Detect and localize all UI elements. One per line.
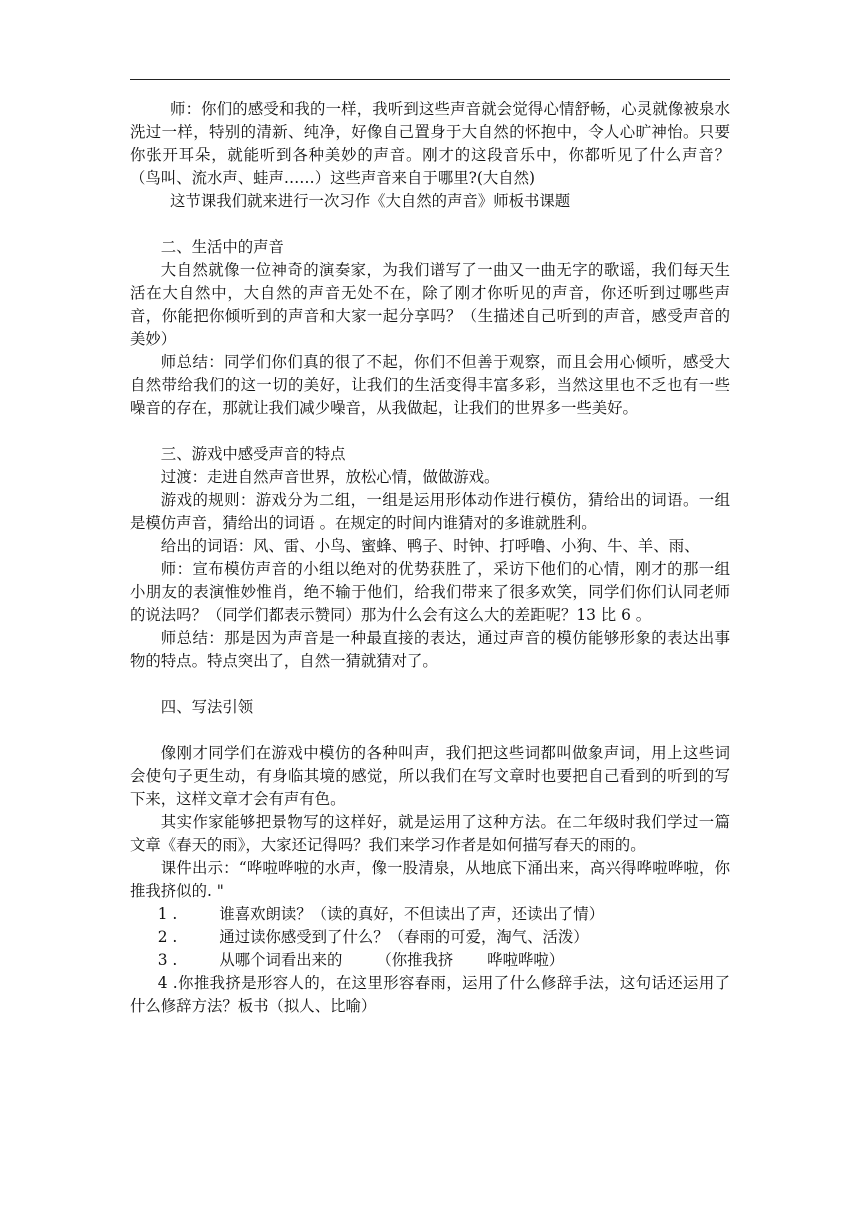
numbered-item-1 (130, 903, 730, 926)
document-body (130, 98, 730, 1018)
item-text: 从哪个词看出来的 (219, 951, 343, 969)
paragraph-onomatopoeia: 像刚才同学们在游戏中模仿的各种叫声，我们把这些词都叫做象声词，用上这些词会使句子更生动，有身临其境的感觉，所以我们在写文章时也要把自己看到的听到的写下来，这样文章才会有声有色。 (130, 744, 730, 808)
paragraph-courseware: 课件出示：“哗啦哗啦的水声，像一股清泉，从地底下涌出来，高兴得哗啦哗啦，你推我挤似的. " (130, 859, 730, 900)
paragraph-transition: 过渡：走进自然声音世界，放松心情，做做游戏。 (160, 468, 500, 486)
paragraph-teacher-summary-2: 师总结：那是因为声音是一种最直接的表达，通过声音的模仿能够形象的表达出事物的特点。特点突出了，自然一猜就猜对了。 (130, 629, 730, 670)
paragraph-teacher-summary-1: 师总结：同学们你们真的很了不起，你们不但善于观察，而且会用心倾听，感受大自然带给我们的这一切的美好，让我们的生活变得丰富多彩，当然这里也不乏也有一些噪音的存在，那就让我们减少噪音，从我做起，让我们的世界多一些美好。 (130, 353, 730, 417)
section-heading-2: 二、生活中的声音 (160, 238, 284, 256)
item-text: 通过读你感受到了什么？（春雨的可爱，淘气、活泼） (219, 928, 589, 946)
item-number: 1 . (157, 905, 178, 923)
item-number: 3 . (157, 951, 178, 969)
item-text-group (219, 949, 564, 972)
paragraph-given-words: 给出的词语：风、雷、小鸟、蜜蜂、鸭子、时钟、打呼噜、小狗、牛、羊、雨、 (160, 537, 700, 555)
paragraph-game-rules: 游戏的规则：游戏分为二组，一组是运用形体动作进行模仿，猜给出的词语。一组是模仿声音，猜给出的词语 。在规定的时间内谁猜对的多谁就胜利。 (130, 491, 730, 532)
header-rule (130, 79, 730, 80)
paragraph-writers-method: 其实作家能够把景物写的这样好，就是运用了这种方法。在二年级时我们学过一篇文章《春天的雨》，大家还记得吗？我们来学习作者是如何描写春天的雨的。 (130, 813, 730, 854)
item-number: 2 . (157, 928, 178, 946)
paragraph-lesson-title: 这节课我们就来进行一次习作《大自然的声音》师板书课题 (170, 192, 571, 210)
item-text: 谁喜欢朗读？（读的真好，不但读出了声，还读出了情） (219, 905, 605, 923)
paragraph-rhetoric-question: 4 .你推我挤是形容人的，在这里形容春雨，运用了什么修辞手法，这句话还运用了什么修辞方法？板书（拟人、比喻） (130, 974, 730, 1015)
paragraph-teacher-intro: 师：你们的感受和我的一样，我听到这些声音就会觉得心情舒畅，心灵就像被泉水洗过一样，特别的清新、纯净，好像自己置身于大自然的怀抱中，令人心旷神怡。只要你张开耳朵，就能听到各种美妙的声音。刚才的这段音乐中，你都听见了什么声音？（鸟叫、流水声、蛙声……）这些声音来自于哪里?(大自然) (130, 100, 730, 187)
numbered-item-2 (130, 926, 730, 949)
section-heading-3: 三、游戏中感受声音的特点 (160, 445, 346, 463)
paragraph-nature-sounds: 大自然就像一位神奇的演奏家，为我们谱写了一曲又一曲无字的歌谣，我们每天生活在大自然中，大自然的声音无处不在，除了刚才你听见的声音，你还听到过哪些声音，你能把你倾听到的声音和大家一起分享吗？（生描述自己听到的声音，感受声音的美妙） (130, 261, 730, 348)
item-extra: （你推我挤 (376, 951, 454, 969)
numbered-item-3 (130, 949, 730, 972)
section-heading-4: 四、写法引领 (160, 698, 254, 716)
paragraph-teacher-announce: 师：宣布模仿声音的小组以绝对的优势获胜了，采访下他们的心情，刚才的那一组小朋友的表演惟妙惟肖，绝不输于他们，给我们带来了很多欢笑，同学们你们认同老师的说法吗？（同学们都表示赞同）那为什么会有这么大的差距呢？13 比 6 。 (130, 560, 730, 624)
item-extra-2: 哗啦哗啦） (487, 951, 565, 969)
